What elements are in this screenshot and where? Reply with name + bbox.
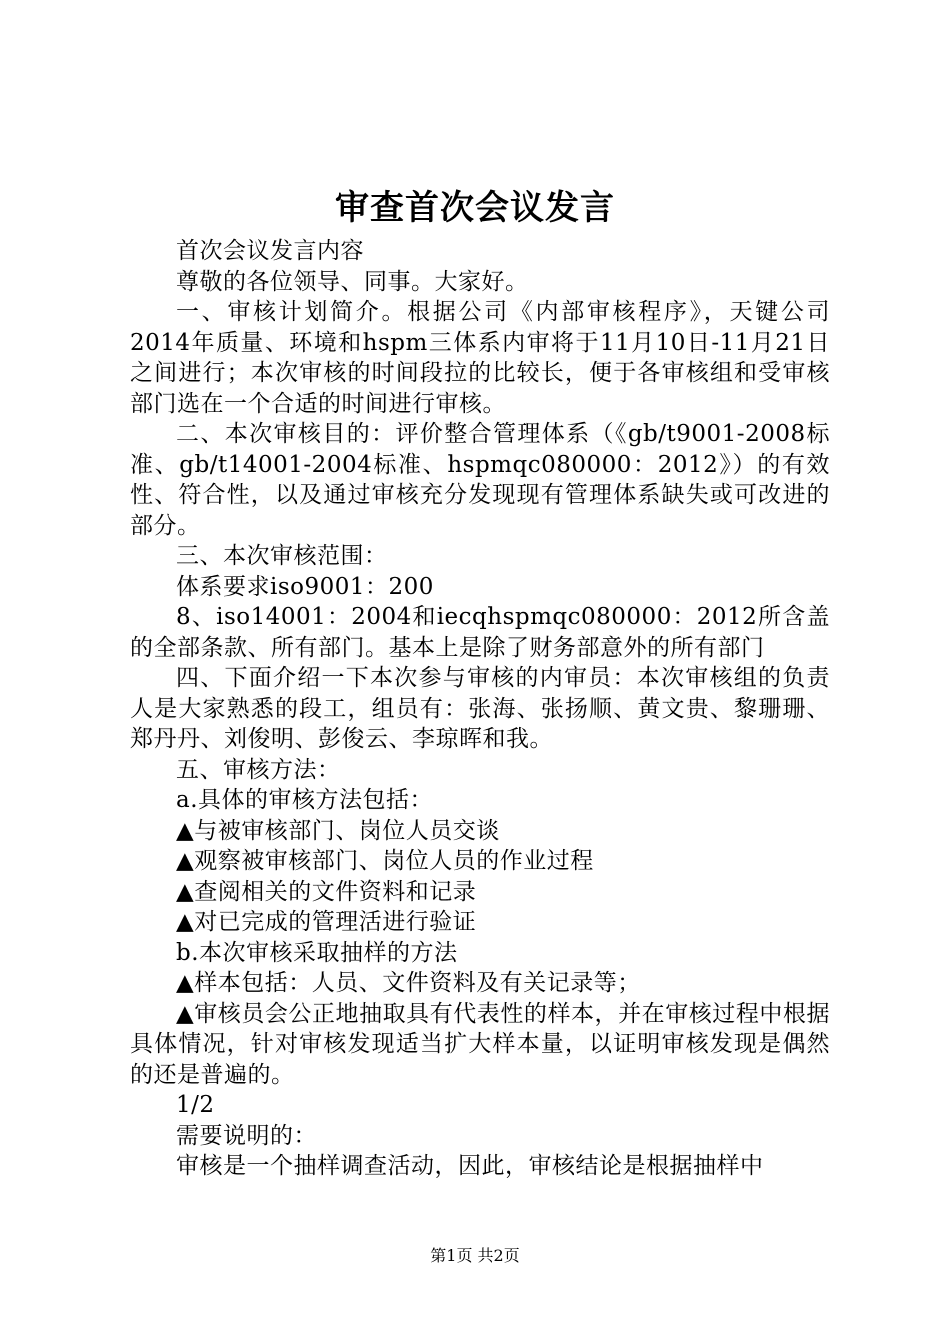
list-item: ▲对已完成的管理活进行验证 (176, 909, 477, 935)
paragraph-note-text: 审核是一个抽样调查活动，因此，审核结论是根据抽样中 (176, 1153, 764, 1179)
paragraph-method-a: a.具体的审核方法包括： (176, 787, 434, 813)
paragraph-audit-purpose: 二、本次审核目的：评价整合管理体系（《gb/t9001-2008标准、gb/t14001-2004标准、hspmqc080000：2012》）的有效性、符合性，以及通过审核充分发现现有管理体系缺失或可改进的部分。 (130, 421, 830, 539)
list-item: ▲样本包括：人员、文件资料及有关记录等； (176, 970, 641, 996)
paragraph-audit-plan: 一、审核计划简介。根据公司《内部审核程序》，天键公司2014年质量、环境和hspm三体系内审将于11月10日-11月21日之间进行；本次审核的时间段拉的比较长，便于各审核组和受审核部门选在一个合适的时间进行审核。 (130, 299, 830, 417)
paragraph-page-marker: 1/2 (176, 1092, 215, 1118)
paragraph-note-heading: 需要说明的： (176, 1122, 317, 1149)
paragraph-scope-details: 8、iso14001：2004和iecqhspmqc080000：2012所含盖的全部条款、所有部门。基本上是除了财务部意外的所有部门 (130, 604, 830, 661)
document-title: 审查首次会议发言 (335, 188, 615, 228)
paragraph-audit-method-heading: 五、审核方法： (176, 756, 341, 783)
paragraph-scope-requirement: 体系要求iso9001：200 (176, 573, 434, 600)
paragraph-greeting: 尊敬的各位领导、同事。大家好。 (176, 268, 529, 295)
list-item: ▲审核员会公正地抽取具有代表性的样本，并在审核过程中根据具体情况，针对审核发现适当扩大样本量，以证明审核发现是偶然的还是普遍的。 (130, 1000, 830, 1088)
paragraph-heading-content: 首次会议发言内容 (176, 238, 364, 264)
list-item: ▲与被审核部门、岗位人员交谈 (176, 817, 500, 844)
document-body (130, 236, 830, 1182)
paragraph-audit-scope-heading: 三、本次审核范围： (176, 543, 388, 569)
page-footer: 第1页 共2页 (430, 1246, 520, 1265)
paragraph-method-b: b.本次审核采取抽样的方法 (176, 939, 458, 966)
list-item: ▲观察被审核部门、岗位人员的作业过程 (176, 848, 594, 874)
paragraph-auditors: 四、下面介绍一下本次参与审核的内审员：本次审核组的负责人是大家熟悉的段工，组员有：张海、张扬顺、黄文贵、黎珊珊、郑丹丹、刘俊明、彭俊云、李琼晖和我。 (130, 665, 830, 752)
list-item: ▲查阅相关的文件资料和记录 (176, 878, 477, 905)
